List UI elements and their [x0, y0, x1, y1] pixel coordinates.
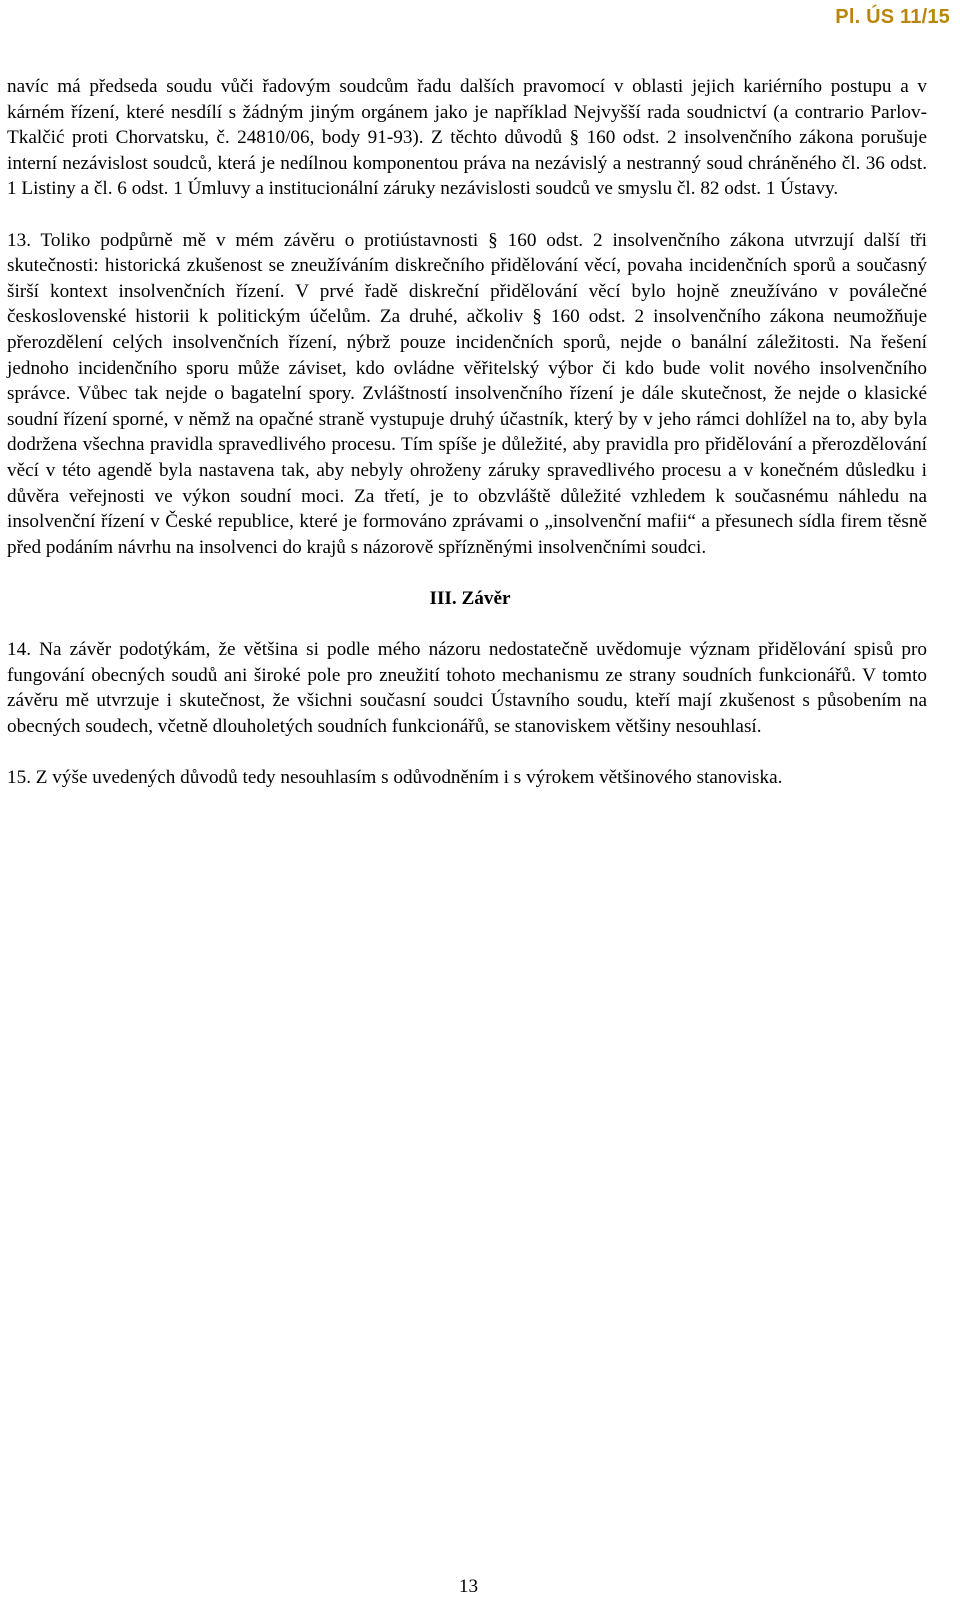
document-body — [7, 74, 927, 791]
paragraph-15: 15. Z výše uvedených důvodů tedy nesouhlasím s odůvodněním i s výrokem většinového stanoviska. — [7, 767, 783, 789]
page-number: 13 — [458, 1576, 479, 1597]
case-reference: Pl. ÚS 11/15 — [835, 6, 950, 28]
paragraph-14: 14. Na závěr podotýkám, že většina si podle mého názoru nedostatečně uvědomuje význam přidělování spisů pro fungování obecných soudů ani široké pole pro zneužití tohoto mechanismu ze strany soudních funkcionářů. V tomto závěru mě utvrzuje i skutečnost, že všichni současní soudci Ústavního soudu, kteří mají zkušenost s působením na obecných soudech, včetně dlouholetých soudních funkcionářů, se stanoviskem většiny nesouhlasí. — [7, 639, 927, 737]
section-heading: III. Závěr — [429, 587, 511, 609]
paragraph-continued: navíc má předseda soudu vůči řadovým soudcům řadu dalších pravomocí v oblasti jejich kariérního postupu a v kárném řízení, které nesdílí s žádným jiným orgánem jako je například Nejvyšší rada soudnictví (a contrario Parlov-Tkalčić proti Chorvatsku, č. 24810/06, body 91-93). Z těchto důvodů § 160 odst. 2 insolvenčního zákona porušuje interní nezávislost soudců, která je nedílnou komponentou práva na nezávislý a nestranný soud chráněného čl. 36 odst. 1 Listiny a čl. 6 odst. 1 Úmluvy a institucionální záruky nezávislosti soudců ve smyslu čl. 82 odst. 1 Ústavy. — [7, 76, 927, 200]
paragraph-13: 13. Toliko podpůrně mě v mém závěru o protiústavnosti § 160 odst. 2 insolvenčního zákona utvrzují další tři skutečnosti: historická zkušenost se zneužíváním diskrečního přidělování věcí, povaha incidenčních sporů a současný širší kontext insolvenčních řízení. V prvé řadě diskreční přidělování věcí bylo hojně zneužíváno v poválečné československé historii k politickým účelům. Za druhé, ačkoliv § 160 odst. 2 insolvenčního zákona neumožňuje přerozdělení celých insolvenčních řízení, nýbrž pouze incidenčních sporů, nejde o banální záležitosti. Na řešení jednoho incidenčního sporu může záviset, kdo ovládne věřitelský výbor či kdo bude volit nového insolvenčního správce. Vůbec tak nejde o bagatelní spory. Zvláštností insolvenčního řízení je dále skutečnost, že nejde o klasické soudní řízení sporné, v němž na opačné straně vystupuje druhý účastník, který by v jeho rámci dohlížel na to, aby byla dodržena všechna pravidla spravedlivého procesu. Tím spíše je důležité, aby pravidla pro přidělování a přerozdělování věcí v této agendě byla nastavena tak, aby nebyly ohroženy záruky spravedlivého procesu a v konečném důsledku i důvěra veřejnosti ve výkon soudní moci. Za třetí, je to obzvláště důležité vzhledem k současnému náhledu na insolvenční řízení v České republice, které je formováno zprávami o „insolvenční mafii“ a přesunech sídla firem těsně před podáním návrhu na insolvenci do krajů s názorově spřízněnými insolvenčními soudci. — [7, 229, 927, 558]
